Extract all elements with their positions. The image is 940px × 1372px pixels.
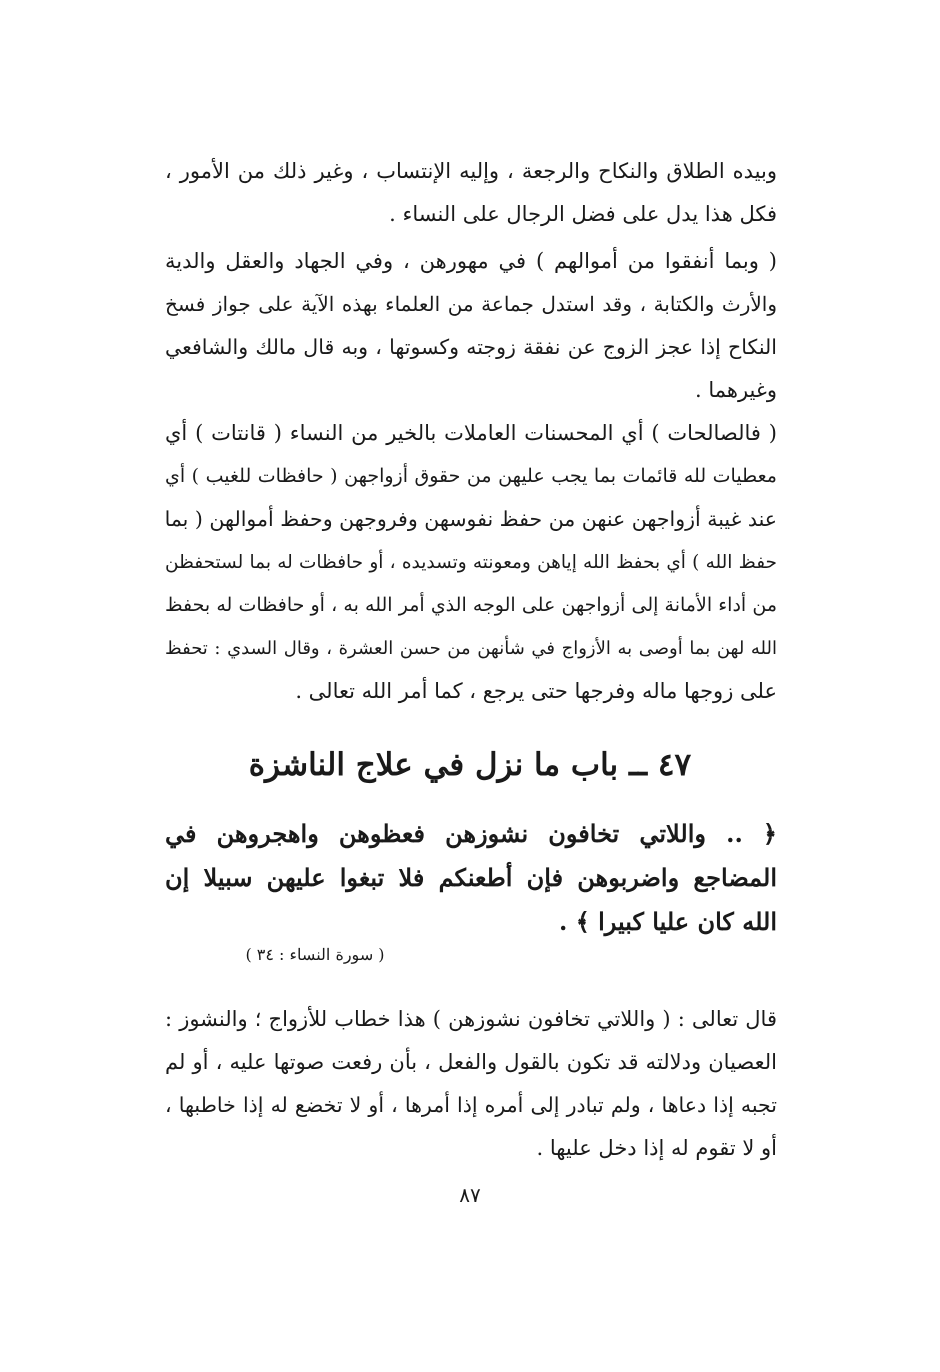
paragraph-line: ( وبما أنفقوا من أموالهم ) في مهورهن ، وفي الجهاد والعقل والدية — [165, 249, 777, 273]
paragraph-line: العصيان ودلالته قد تكون بالقول والفعل ، بأن رفعت صوتها عليه ، أو لم — [165, 1050, 777, 1074]
quran-verse — [165, 812, 777, 944]
chapter-heading: ٤٧ ــ باب ما نزل في علاج الناشزة — [248, 747, 692, 783]
paragraph-line: ( فالصالحات ) أي المحسنات العاملات بالخير من النساء ( قانتات ) أي — [165, 421, 777, 445]
surah-reference: ( سورة النساء : ٣٤ ) — [245, 945, 385, 964]
paragraph-line: من أداء الأمانة إلى أزواجهن على الوجه الذي أمر الله به ، أو حافظات له بحفظ — [165, 594, 777, 616]
commentary-paragraph — [165, 998, 777, 1170]
paragraph-line: تجبه إذا دعاها ، ولم تبادر إلى أمره إذا أمرها ، أو لا تخضع له إذا خاطبها ، — [165, 1093, 777, 1117]
paragraph-1 — [165, 150, 777, 236]
quran-line: الله كان عليا كبيرا ﴾ . — [559, 907, 777, 936]
quran-line: ﴿ .. واللاتي تخافون نشوزهن فعظوهن واهجروهن في — [165, 819, 777, 848]
paragraph-line: والأرث والكتابة ، وقد استدل جماعة من العلماء بهذه الآية على جواز فسخ — [165, 292, 777, 316]
paragraph-line: عند غيبة أزواجهن عنهن من حفظ نفوسهن وفروجهن وحفظ أموالهن ( بما — [164, 507, 777, 531]
paragraph-line: على زوجها ماله وفرجها حتى يرجع ، كما أمر الله تعالى . — [295, 679, 777, 703]
paragraph-2 — [165, 240, 777, 412]
paragraph-line: فكل هذا يدل على فضل الرجال على النساء . — [389, 202, 777, 226]
paragraph-line: حفظ الله ) أي بحفظ الله إياهن ومعونته وتسديده ، أو حافظات له بما لستحفظن — [165, 552, 777, 573]
paragraph-line: أو لا تقوم له إذا دخل عليها . — [536, 1136, 777, 1160]
paragraph-line: النكاح إذا عجز الزوج عن نفقة زوجته وكسوتها ، وبه قال مالك والشافعي — [165, 335, 777, 359]
paragraph-3 — [165, 412, 777, 713]
paragraph-line: وبيده الطلاق والنكاح والرجعة ، وإليه الإنتساب ، وغير ذلك من الأمور ، — [165, 159, 777, 183]
paragraph-line: معطيات لله قائمات بما يجب عليهن من حقوق أزواجهن ( حافظات للغيب ) أي — [165, 465, 777, 487]
page-number: ٨٧ — [459, 1183, 481, 1207]
paragraph-line: الله لهن بما أوصى به الأزواج في شأنهن من حسن العشرة ، وقال السدي : تحفظ — [165, 638, 777, 659]
paragraph-line: وغيرهما . — [694, 378, 777, 402]
paragraph-line: قال تعالى : ( واللاتي تخافون نشوزهن ) هذا خطاب للأزواج ؛ والنشوز : — [165, 1007, 777, 1031]
quran-line: المضاجع واضربوهن فإن أطعنكم فلا تبغوا عليهن سبيلا إن — [165, 863, 777, 892]
